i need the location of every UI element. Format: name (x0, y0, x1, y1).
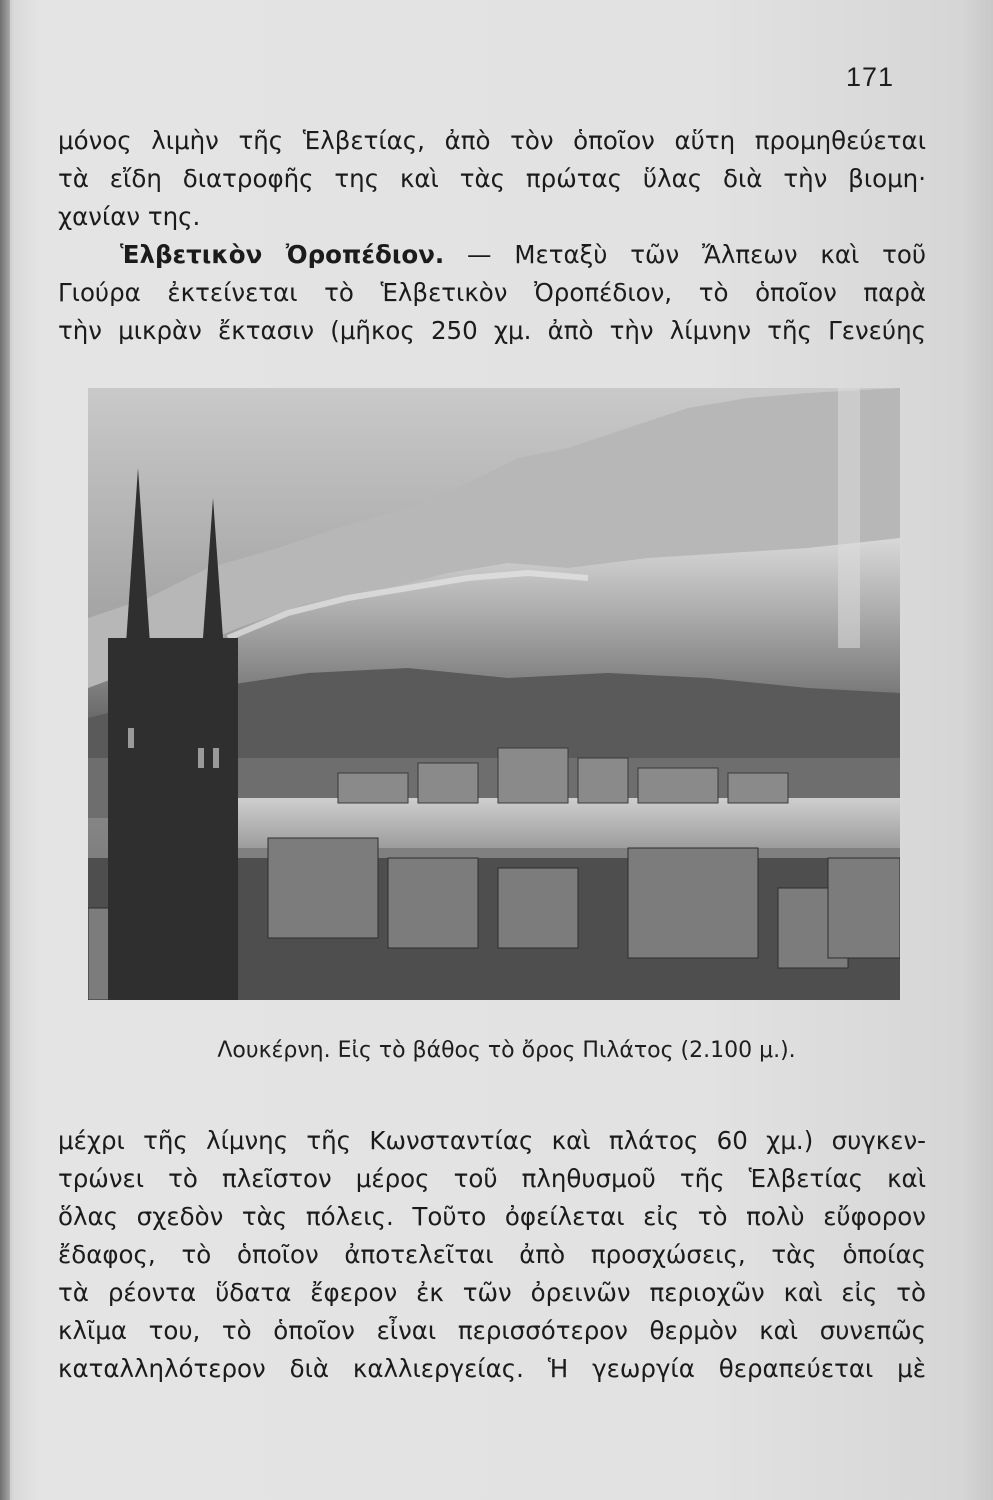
text-line: Γιούρα ἐκτείνεται τὸ Ἑλβετικὸν Ὀροπέδιον, τὸ ὁποῖον παρὰ (58, 278, 926, 307)
lucerne-photograph (88, 388, 900, 1000)
page-number: 171 (846, 62, 895, 92)
text-line: μόνος λιμὴν τῆς Ἑλβετίας, ἀπὸ τὸν ὁποῖον αὕτη προμηθεύεται (58, 126, 926, 155)
section-heading: Ἑλβετικὸν Ὀροπέδιον. (120, 240, 445, 269)
text-line: τρώνει τὸ πλεῖστον μέρος τοῦ πληθυσμοῦ τῆς Ἑλβετίας καὶ (58, 1164, 926, 1193)
section-first-line-text: — Μεταξὺ τῶν Ἄλπεων καὶ τοῦ (444, 240, 926, 269)
bottom-text-block (58, 1122, 926, 1388)
section-first-line (58, 236, 926, 274)
top-text-block (58, 122, 926, 350)
figure-caption: Λουκέρνη. Εἰς τὸ βάθος τὸ ὄρος Πιλάτος (2.100 μ.). (217, 1038, 796, 1063)
text-line: καταλληλότερον διὰ καλλιεργείας. Ἡ γεωργία θεραπεύεται μὲ (58, 1354, 926, 1383)
text-line: τὰ εἴδη διατροφῆς της καὶ τὰς πρώτας ὕλας διὰ τὴν βιομη· (58, 164, 926, 193)
text-line: τὰ ρέοντα ὕδατα ἔφερον ἐκ τῶν ὀρεινῶν περιοχῶν καὶ εἰς τὸ (58, 1278, 926, 1307)
text-line: κλῖμα του, τὸ ὁποῖον εἶναι περισσότερον θερμὸν καὶ συνεπῶς (58, 1316, 926, 1345)
text-line: ὅλας σχεδὸν τὰς πόλεις. Τοῦτο ὀφείλεται εἰς τὸ πολὺ εὔφορον (58, 1202, 926, 1231)
lucerne-photograph-illustration (88, 388, 900, 1000)
text-line: τὴν μικρὰν ἔκτασιν (μῆκος 250 χμ. ἀπὸ τὴν λίμνην τῆς Γενεύης (58, 316, 926, 345)
text-line: μέχρι τῆς λίμνης τῆς Κωνσταντίας καὶ πλάτος 60 χμ.) συγκεν- (58, 1126, 926, 1155)
text-line: ἔδαφος, τὸ ὁποῖον ἀποτελεῖται ἀπὸ προσχώσεις, τὰς ὁποίας (58, 1240, 926, 1269)
text-line: χανίαν της. (58, 202, 201, 231)
page-binding-edge (0, 0, 10, 1500)
